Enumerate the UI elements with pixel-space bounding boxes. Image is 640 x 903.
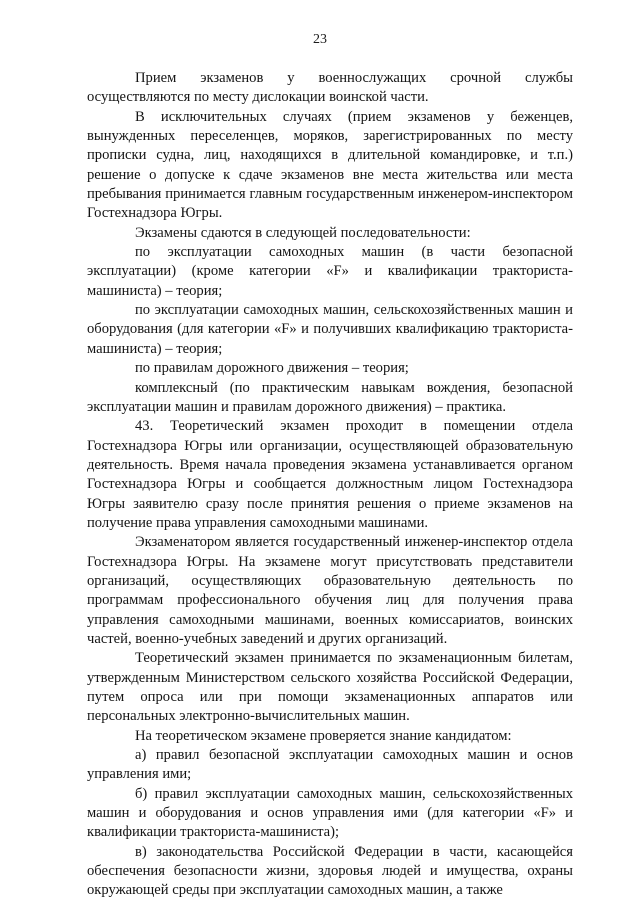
- paragraph: Прием экзаменов у военнослужащих срочной службы осуществляются по месту дислокации воинской части.: [87, 70, 573, 106]
- paragraph: а) правил безопасной эксплуатации самоходных машин и основ управления ими;: [87, 747, 573, 783]
- paragraph: по эксплуатации самоходных машин, сельскохозяйственных машин и оборудования (для категории «F» и получивших квалификацию тракториста-машиниста) – теория;: [87, 302, 573, 357]
- paragraph: комплексный (по практическим навыкам вождения, безопасной эксплуатации машин и правилам дорожного движения) – практика.: [87, 379, 573, 415]
- paragraph: по правилам дорожного движения – теория;: [135, 360, 409, 377]
- paragraph: На теоретическом экзамене проверяется знание кандидатом:: [135, 727, 512, 744]
- paragraph: Теоретический экзамен принимается по экзаменационным билетам, утвержденным Министерством сельского хозяйства Российской Федерации, путем опроса или при помощи экзаменационных аппаратов или персональных электронно-вычислительных машин.: [87, 650, 573, 725]
- paragraph: Экзамены сдаются в следующей последовательности:: [135, 224, 471, 241]
- paragraph: по эксплуатации самоходных машин (в части безопасной эксплуатации) (кроме категории «F» и квалификации тракториста-машиниста) – теория;: [87, 244, 573, 299]
- paragraph: В исключительных случаях (прием экзаменов у беженцев, вынужденных переселенцев, моряков, зарегистрированных по месту прописки судна, лиц, находящихся в длительной командировке, и т.п.) решение о допуске к сдаче экзаменов вне места жительства или места пребывания принимается главным государственным инженером-инспектором Гостехнадзора Югры.: [87, 108, 573, 222]
- paragraph: 43. Теоретический экзамен проходит в помещении отдела Гостехнадзора Югры или организации, осуществляющей образовательную деятельность. Время начала проведения экзамена устанавливается органом Гостехнадзора Югры и сообщается должностным лицом Гостехнадзора Югры заявителю сразу после принятия решения о приеме экзаменов на получение права управления самоходными машинами.: [87, 418, 573, 531]
- paragraph: Экзаменатором является государственный инженер-инспектор отдела Гостехнадзора Югры. На экзамене могут присутствовать представители организаций, осуществляющих образовательную деятельность по программам профессионального обучения лиц для получения права управления самоходными машинами, военных комиссариатов, воинских частей, военно-учебных заведений и других организаций.: [87, 534, 573, 647]
- paragraph: б) правил эксплуатации самоходных машин, сельскохозяйственных машин и оборудования и основ управления ими (для категории «F» и квалификации тракториста-машиниста);: [87, 785, 573, 841]
- paragraph: в) законодательства Российской Федерации в части, касающейся обеспечения безопасности жизни, здоровья людей и имущества, охраны окружающей среды при эксплуатации самоходных машин, а также: [87, 843, 573, 899]
- body-text: [87, 69, 573, 901]
- page-number: 23: [313, 32, 327, 47]
